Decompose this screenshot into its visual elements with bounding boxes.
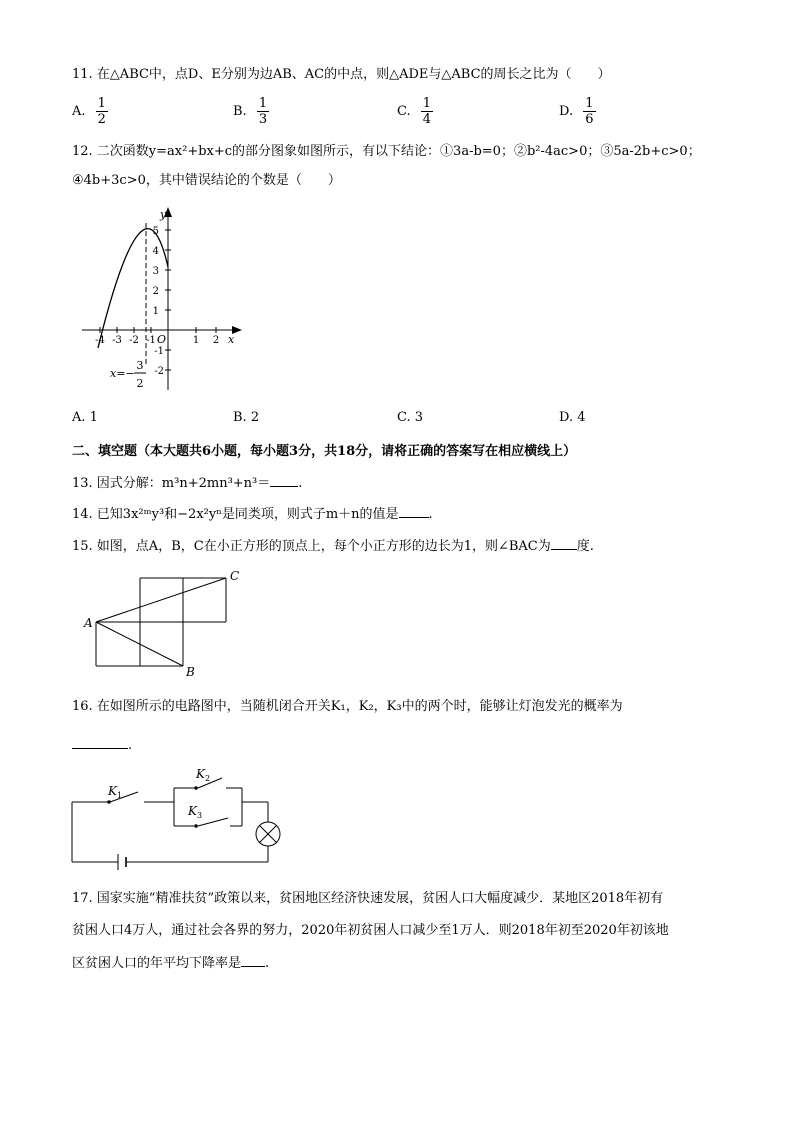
q12-option-a: A. 1 (72, 410, 98, 425)
x-axis-label: x (228, 333, 235, 346)
switch-k1-contact (107, 800, 111, 804)
point-c-label: C (230, 569, 240, 583)
q11-option-b (233, 96, 269, 127)
y-axis-label: y (160, 208, 167, 221)
k1-subscript: 1 (116, 791, 123, 800)
switch-k2-label (195, 767, 210, 783)
q17-line1: 17. 国家实施“精准扶贫”政策以来，贫困地区经济快速发展，贫困人口大幅度减少．某地区2018年初有 (72, 891, 664, 906)
option-label: B. (233, 104, 247, 119)
answer-blank (72, 736, 128, 749)
point-b-label: B (186, 665, 195, 679)
section-heading: 二、填空题（本大题共6小题，每小题3分，共18分，请将正确的答案写在相应横线上） (72, 444, 577, 459)
q12-option-c: C. 3 (397, 410, 424, 425)
k3-letter: K (188, 804, 197, 818)
x-tick-label: -2 (129, 335, 139, 346)
symmetry-axis-label: x=− (110, 367, 135, 380)
q11-option-a (72, 96, 108, 127)
k1-letter: K (108, 784, 117, 798)
k2-letter: K (196, 767, 205, 781)
y-tick-label: 2 (152, 286, 159, 297)
y-tick-label: 5 (152, 226, 159, 237)
fraction-numerator: 1 (585, 96, 594, 111)
q11-stem: 11. 在△ABC中，点D、E分别为边AB、AC的中点，则△ADE与△ABC的周长之比为（ ） (72, 67, 611, 82)
q12-parabola-graph (80, 205, 250, 395)
fraction-numerator: 1 (97, 96, 106, 111)
q14-text: 14. 已知3x²ᵐy³和−2x²yⁿ是同类项，则式子m＋n的值是 (72, 507, 399, 522)
y-tick-label: 4 (152, 246, 159, 257)
x-tick-label: -1 (146, 335, 156, 346)
option-fraction (96, 96, 108, 127)
q12-option-d: D. 4 (559, 410, 586, 425)
option-fraction (421, 96, 433, 127)
k2-subscript: 2 (204, 774, 211, 783)
y-tick-label: -2 (154, 366, 164, 377)
switch-k3-contact (194, 824, 198, 828)
option-fraction (257, 96, 269, 127)
q15-end: 度. (576, 539, 594, 554)
option-label: D. (559, 104, 574, 119)
option-fraction (583, 96, 595, 127)
x-tick-label: -4 (95, 335, 105, 346)
q15-text: 15. 如图，点A，B，C在小正方形的顶点上，每个小正方形的边长为1，则∠BAC为 (72, 539, 551, 554)
fraction-denominator: 3 (258, 112, 268, 127)
q17-end: . (265, 956, 270, 971)
symmetry-axis-numerator: 3 (136, 359, 144, 372)
q16-end: . (128, 738, 133, 753)
switch-k3-label (187, 804, 202, 820)
grid-squares (96, 578, 226, 666)
q13-end: . (298, 476, 303, 491)
q13 (72, 474, 302, 493)
q12-stem-line2: ④4b+3c>0，其中错误结论的个数是（ ） (72, 173, 341, 188)
fraction-denominator: 6 (585, 112, 594, 127)
q15 (72, 537, 594, 556)
q16-stem: 16. 在如图所示的电路图中，当随机闭合开关K₁，K₂，K₃中的两个时，能够让灯泡发光的概率为 (72, 699, 623, 714)
answer-blank (551, 537, 577, 550)
switch-k3-blade (198, 818, 228, 826)
q14 (72, 505, 433, 524)
lamp-icon (256, 822, 280, 846)
symmetry-axis-denominator: 2 (136, 377, 144, 390)
q11-option-d (559, 96, 596, 127)
point-a-label: A (84, 616, 93, 630)
q13-text: 13. 因式分解：m³n+2mn³+n³＝ (72, 476, 271, 491)
answer-blank (270, 474, 298, 487)
q17-line3 (72, 954, 269, 973)
q11-option-c (397, 96, 433, 127)
fraction-denominator: 2 (97, 112, 106, 127)
segment-ac (96, 578, 226, 622)
x-tick-label: 1 (192, 335, 200, 346)
x-tick-label: 2 (212, 335, 220, 346)
k3-subscript: 3 (196, 811, 203, 820)
switch-k2-contact (194, 786, 198, 790)
x-tick-label: -3 (112, 335, 122, 346)
origin-label: O (157, 333, 167, 346)
q12-option-b: B. 2 (233, 410, 260, 425)
switch-k1-label (107, 784, 122, 800)
q12-stem-line1: 12. 二次函数y=ax²+bx+c的部分图象如图所示，有以下结论：①3a-b=0；②b²-4ac>0；③5a-2b+c>0； (72, 144, 701, 159)
fraction-denominator: 4 (422, 112, 432, 127)
y-tick-label: 1 (152, 306, 159, 317)
option-label: A. (72, 104, 86, 119)
fraction-numerator: 1 (422, 96, 432, 111)
q17-text: 区贫困人口的年平均下降率是 (72, 956, 242, 971)
q17-line2: 贫困人口4万人，通过社会各界的努力，2020年初贫困人口减少至1万人．则2018年初至2020年初该地 (72, 923, 669, 938)
y-tick-label: -1 (154, 346, 164, 357)
fraction-numerator: 1 (258, 96, 268, 111)
answer-blank (399, 505, 429, 518)
y-tick-label: 3 (152, 266, 159, 277)
option-label: C. (397, 104, 411, 119)
q14-end: . (428, 507, 433, 522)
answer-blank (241, 954, 265, 967)
q16-answer-line (72, 736, 132, 755)
q15-grid-figure (80, 568, 250, 680)
q16-circuit-diagram (66, 764, 296, 874)
